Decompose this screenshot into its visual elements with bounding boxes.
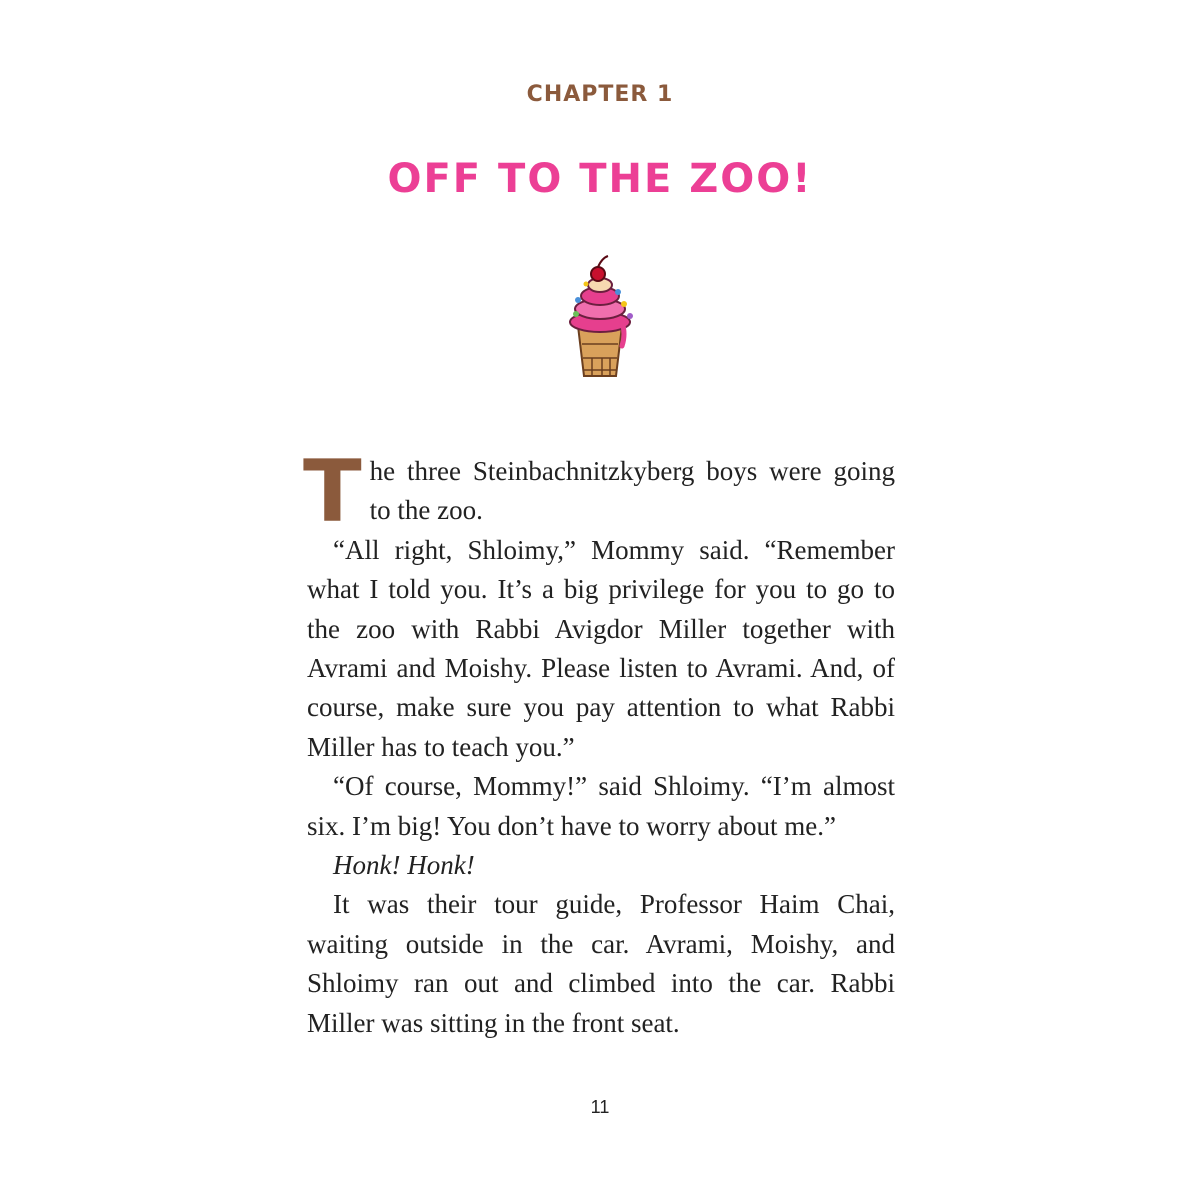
- story-body: [303, 442, 895, 1043]
- chapter-label: CHAPTER 1: [526, 82, 674, 107]
- chapter-title: OFF TO THE ZOO!: [387, 156, 813, 202]
- drop-cap: T: [303, 442, 362, 542]
- paragraph-4: Honk! Honk!: [333, 850, 475, 881]
- page-number: 11: [590, 1097, 610, 1117]
- paragraph-3: “Of course, Mommy!” said Shloimy. “I’m almost six. I’m big! You don’t have to worry about me.”: [307, 771, 895, 841]
- paragraph-2: “All right, Shloimy,” Mommy said. “Remember what I told you. It’s a big privilege for you to go to the zoo with Rabbi Avigdor Miller together with Avrami and Moishy. Please listen to Avrami. And, of course, make sure you pay attention to what Rabbi Miller has to teach you.”: [307, 534, 895, 762]
- paragraph-5: It was their tour guide, Professor Haim Chai, waiting outside in the car. Avrami, Moishy, and Shloimy ran out and climbed into the car. Rabbi Miller was sitting in the front seat.: [307, 889, 895, 1038]
- paragraph-1-text: he three Steinbachnitzkyberg boys were going to the zoo.: [369, 456, 895, 526]
- paragraph-1: [303, 442, 895, 542]
- ice-cream-cone-icon: [556, 254, 644, 386]
